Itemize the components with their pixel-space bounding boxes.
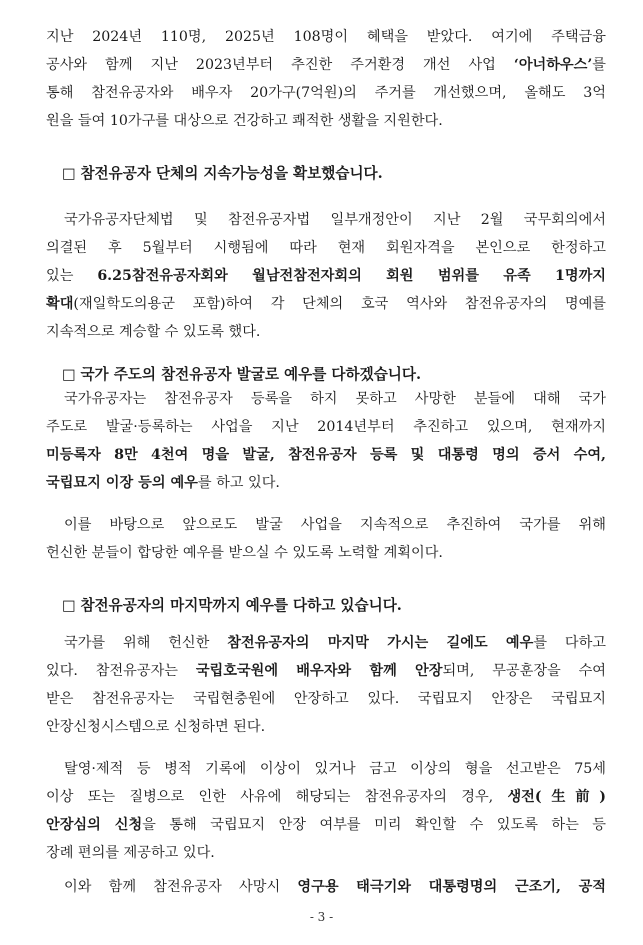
paragraph-line	[46, 448, 606, 462]
body-text: 를 하고 있다.	[197, 475, 280, 491]
emphasized-text: 생전(生前)	[507, 789, 606, 805]
emphasized-text: 안장심의 신청	[46, 817, 143, 833]
body-text: 지속적으로 계승할 수 있도록 했다.	[46, 324, 261, 340]
checkbox-bullet-icon: □	[62, 366, 81, 383]
body-text: 통해 참전유공자와 배우자 20가구(7억원)의 주거를 개선했으며, 올해도 3억	[46, 85, 606, 101]
body-text: (재일학도의용군 포함)하여 각 단체의 호국 역사와 참전유공자의 명예를	[73, 296, 606, 312]
paragraph-line	[46, 818, 606, 832]
emphasized-text: 확대	[46, 296, 74, 312]
checkbox-bullet-icon: □	[62, 597, 81, 614]
paragraph-line	[64, 762, 606, 776]
paragraph-line	[64, 880, 606, 894]
body-text: 탈영·제적 등 병적 기록에 이상이 있거나 금고 이상의 형을 선고받은 75세	[64, 761, 606, 777]
body-text: 국가를 위해 헌신한	[64, 635, 228, 651]
body-text: 원을 들여 10가구를 대상으로 건강하고 쾌적한 생활을 지원한다.	[46, 113, 443, 129]
body-text: 되며, 무공훈장을 수여	[442, 663, 606, 679]
paragraph-line	[46, 420, 606, 434]
paragraph-line	[64, 392, 606, 406]
paragraph-line	[64, 213, 606, 227]
body-text: 안장신청시스템으로 신청하면 된다.	[46, 719, 266, 735]
body-text: 를 다하고	[533, 635, 607, 651]
emphasized-text: 6.25참전유공자회와 월남전참전자회의 회원 범위를 유족 1명까지	[97, 268, 606, 284]
body-text: 을 통해 국립묘지 안장 여부를 미리 확인할 수 있도록 하는 등	[142, 817, 606, 833]
body-text: 를	[592, 57, 606, 73]
section-heading	[62, 368, 602, 383]
paragraph-line	[46, 30, 606, 44]
paragraph-line	[64, 518, 606, 532]
paragraph-line	[46, 546, 606, 560]
emphasized-text: 국립묘지 이장 등의 예우	[46, 475, 198, 491]
emphasized-text: 국립호국원에 배우자와 함께 안장	[195, 663, 443, 679]
body-text: 장례 편의를 제공하고 있다.	[46, 845, 215, 861]
body-text: 지난 2024년 110명, 2025년 108명이 혜택을 받았다. 여기에 주택금융	[46, 29, 606, 45]
emphasized-text: 참전유공자의 마지막 가시는 길에도 예우	[227, 635, 534, 651]
body-text: 있는	[46, 268, 98, 284]
paragraph-line	[46, 846, 606, 860]
paragraph-line	[46, 297, 606, 311]
body-text: 이를 바탕으로 앞으로도 발굴 사업을 지속적으로 추진하여 국가를 위해	[64, 517, 606, 533]
section-heading-text: 참전유공자 단체의 지속가능성을 확보했습니다.	[80, 165, 383, 182]
body-text: 헌신한 분들이 합당한 예우를 받으실 수 있도록 노력할 계획이다.	[46, 545, 443, 561]
paragraph-line	[46, 241, 606, 255]
body-text: 이상 또는 질병으로 인한 사유에 해당되는 참전유공자의 경우,	[46, 789, 508, 805]
emphasized-text: 영구용 태극기와 대통령명의 근조기, 공적	[297, 879, 606, 895]
paragraph-line	[46, 476, 606, 490]
section-heading	[62, 167, 602, 182]
body-text: 이와 함께 참전유공자 사망시	[64, 879, 298, 895]
paragraph-line	[46, 720, 606, 734]
paragraph-line	[46, 664, 606, 678]
paragraph-line	[46, 269, 606, 283]
paragraph-line	[46, 790, 606, 804]
section-heading-text: 참전유공자의 마지막까지 예우를 다하고 있습니다.	[80, 597, 402, 614]
paragraph-line	[46, 58, 606, 72]
body-text: 국가유공자는 참전유공자 등록을 하지 못하고 사망한 분들에 대해 국가	[64, 391, 606, 407]
body-text: 국가유공자단체법 및 참전유공자법 일부개정안이 지난 2월 국무회의에서	[64, 212, 606, 228]
page-number: - 3 -	[309, 910, 334, 924]
section-heading	[62, 599, 602, 614]
body-text: 공사와 함께 지난 2023년부터 추진한 주거환경 개선 사업	[46, 57, 514, 73]
body-text: 주도로 발굴·등록하는 사업을 지난 2014년부터 추진하고 있으며, 현재까지	[46, 419, 606, 435]
paragraph-line	[46, 325, 606, 339]
body-text: 받은 참전유공자는 국립현충원에 안장하고 있다. 국립묘지 안장은 국립묘지	[46, 691, 606, 707]
paragraph-line	[46, 114, 606, 128]
checkbox-bullet-icon: □	[62, 165, 81, 182]
section-heading-text: 국가 주도의 참전유공자 발굴로 예우를 다하겠습니다.	[80, 366, 422, 383]
body-text: 있다. 참전유공자는	[46, 663, 196, 679]
emphasized-text: ‘아너하우스’	[513, 57, 593, 73]
paragraph-line	[46, 692, 606, 706]
body-text: 의결된 후 5월부터 시행됨에 따라 현재 회원자격을 본인으로 한정하고	[46, 240, 606, 256]
emphasized-text: 미등록자 8만 4천여 명을 발굴, 참전유공자 등록 및 대통령 명의 증서 수여,	[46, 447, 606, 463]
paragraph-line	[64, 636, 606, 650]
paragraph-line	[46, 86, 606, 100]
